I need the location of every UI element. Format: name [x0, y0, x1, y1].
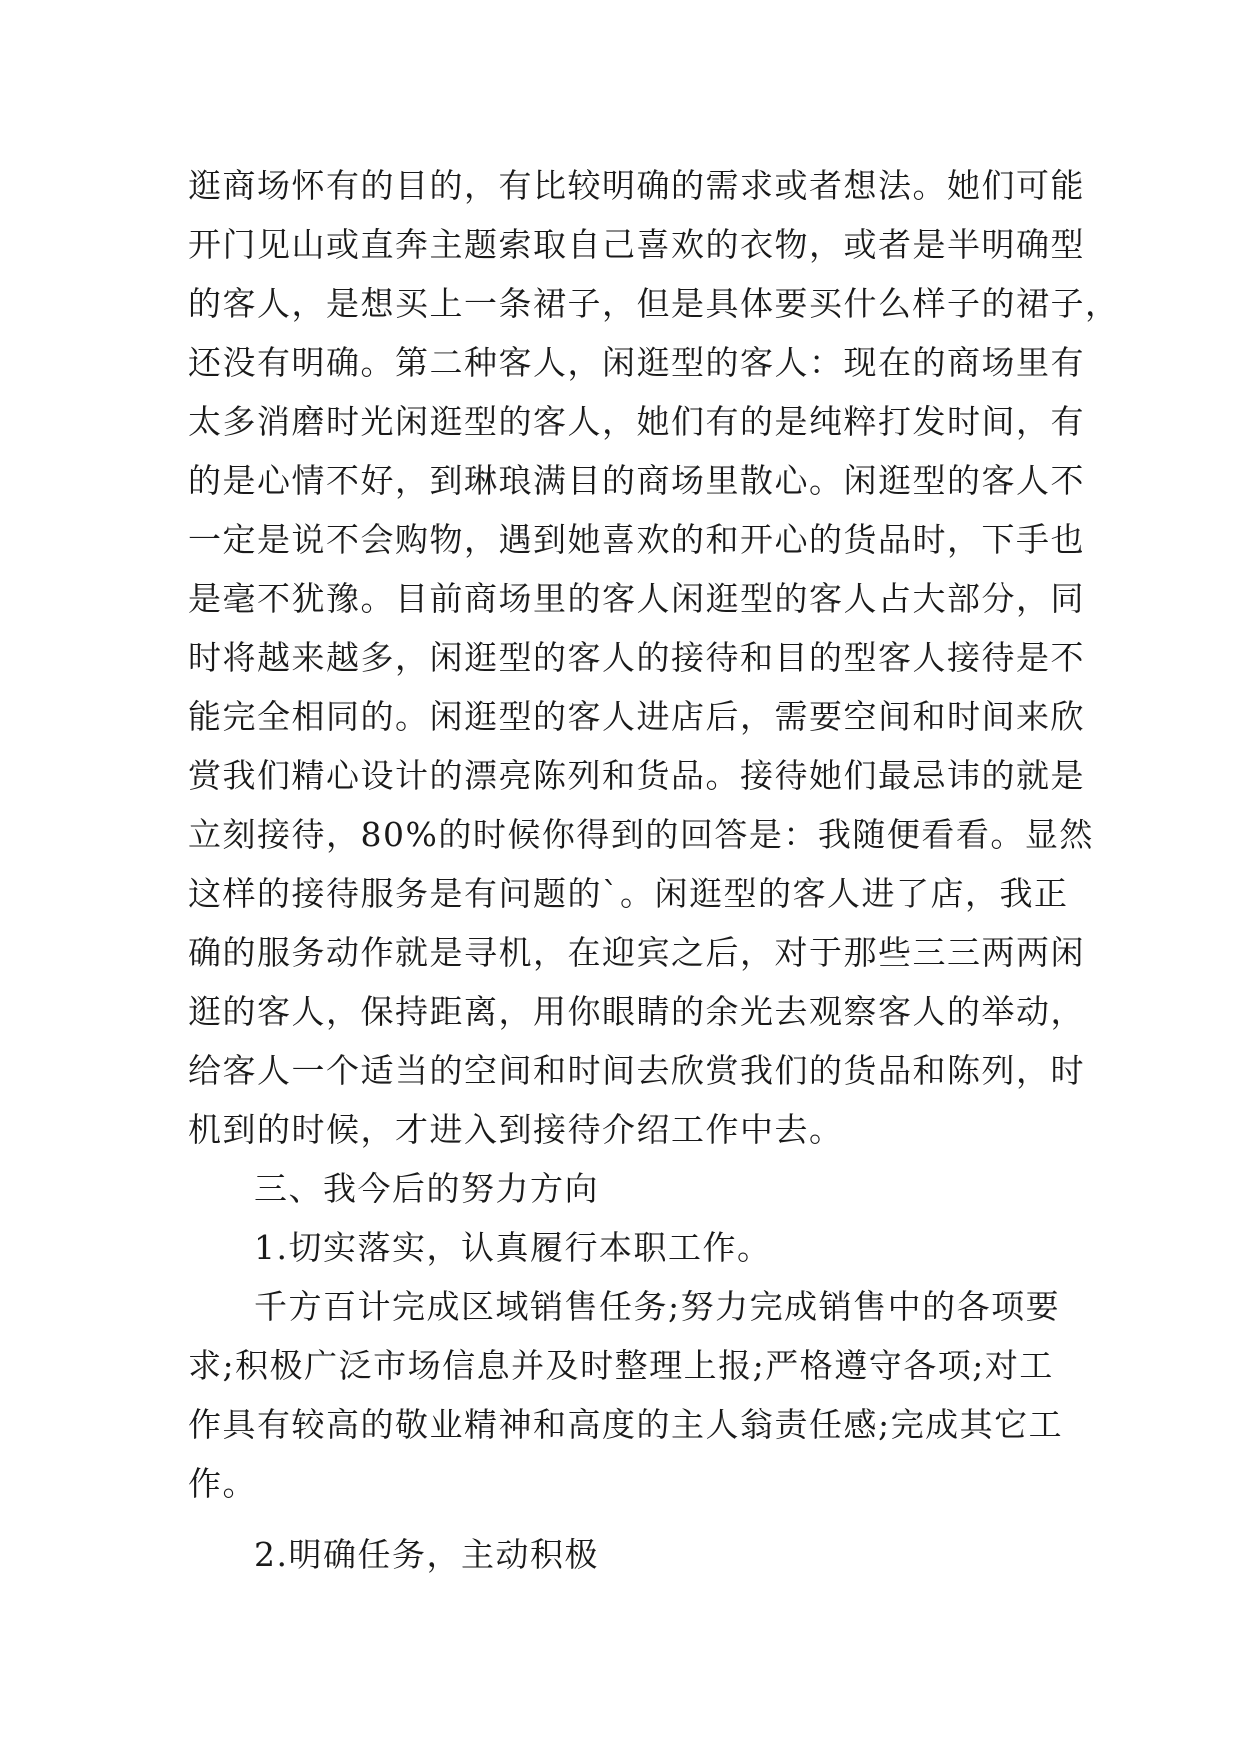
body-line: 开门见山或直奔主题索取自己喜欢的衣物，或者是半明确型: [188, 225, 1085, 264]
body-line: 能完全相同的。闲逛型的客人进店后，需要空间和时间来欣: [188, 697, 1085, 736]
body-line: 的客人，是想买上一条裙子，但是具体要买什么样子的裙子，: [188, 284, 1120, 323]
list-item-heading: 1.切实落实，认真履行本职工作。: [254, 1228, 772, 1267]
document-body: [188, 156, 1120, 1584]
body-line: 这样的接待服务是有问题的`。闲逛型的客人进了店，我正: [188, 874, 1069, 913]
body-line: 赏我们精心设计的漂亮陈列和货品。接待她们最忌讳的就是: [188, 756, 1085, 795]
body-line: 作。: [188, 1464, 257, 1503]
body-line: 时将越来越多，闲逛型的客人的接待和目的型客人接待是不: [188, 638, 1085, 677]
body-line: 作具有较高的敬业精神和高度的主人翁责任感;完成其它工: [188, 1405, 1064, 1444]
section-heading: 三、我今后的努力方向: [254, 1169, 599, 1208]
body-line: 太多消磨时光闲逛型的客人，她们有的是纯粹打发时间，有: [188, 402, 1085, 441]
body-line: 的是心情不好，到琳琅满目的商场里散心。闲逛型的客人不: [188, 461, 1085, 500]
body-line: 还没有明确。第二种客人，闲逛型的客人：现在的商场里有: [188, 343, 1085, 382]
body-line: 千方百计完成区域销售任务;努力完成销售中的各项要: [254, 1287, 1061, 1326]
body-line: 机到的时候，才进入到接待介绍工作中去。: [188, 1110, 844, 1149]
body-line: 逛商场怀有的目的，有比较明确的需求或者想法。她们可能: [188, 166, 1085, 205]
body-line: 是毫不犹豫。目前商场里的客人闲逛型的客人占大部分，同: [188, 579, 1085, 618]
body-line: 逛的客人，保持距离，用你眼睛的余光去观察客人的举动，: [188, 992, 1085, 1031]
body-line: 给客人一个适当的空间和时间去欣赏我们的货品和陈列，时: [188, 1051, 1085, 1090]
body-line: 确的服务动作就是寻机，在迎宾之后，对于那些三三两两闲: [188, 933, 1085, 972]
body-line: 一定是说不会购物，遇到她喜欢的和开心的货品时，下手也: [188, 520, 1085, 559]
body-line: 求;积极广泛市场信息并及时整理上报;严格遵守各项;对工: [188, 1346, 1054, 1385]
body-line: 立刻接待，80%的时候你得到的回答是：我随便看看。显然: [188, 815, 1094, 854]
list-item-heading: 2.明确任务，主动积极: [254, 1535, 599, 1574]
